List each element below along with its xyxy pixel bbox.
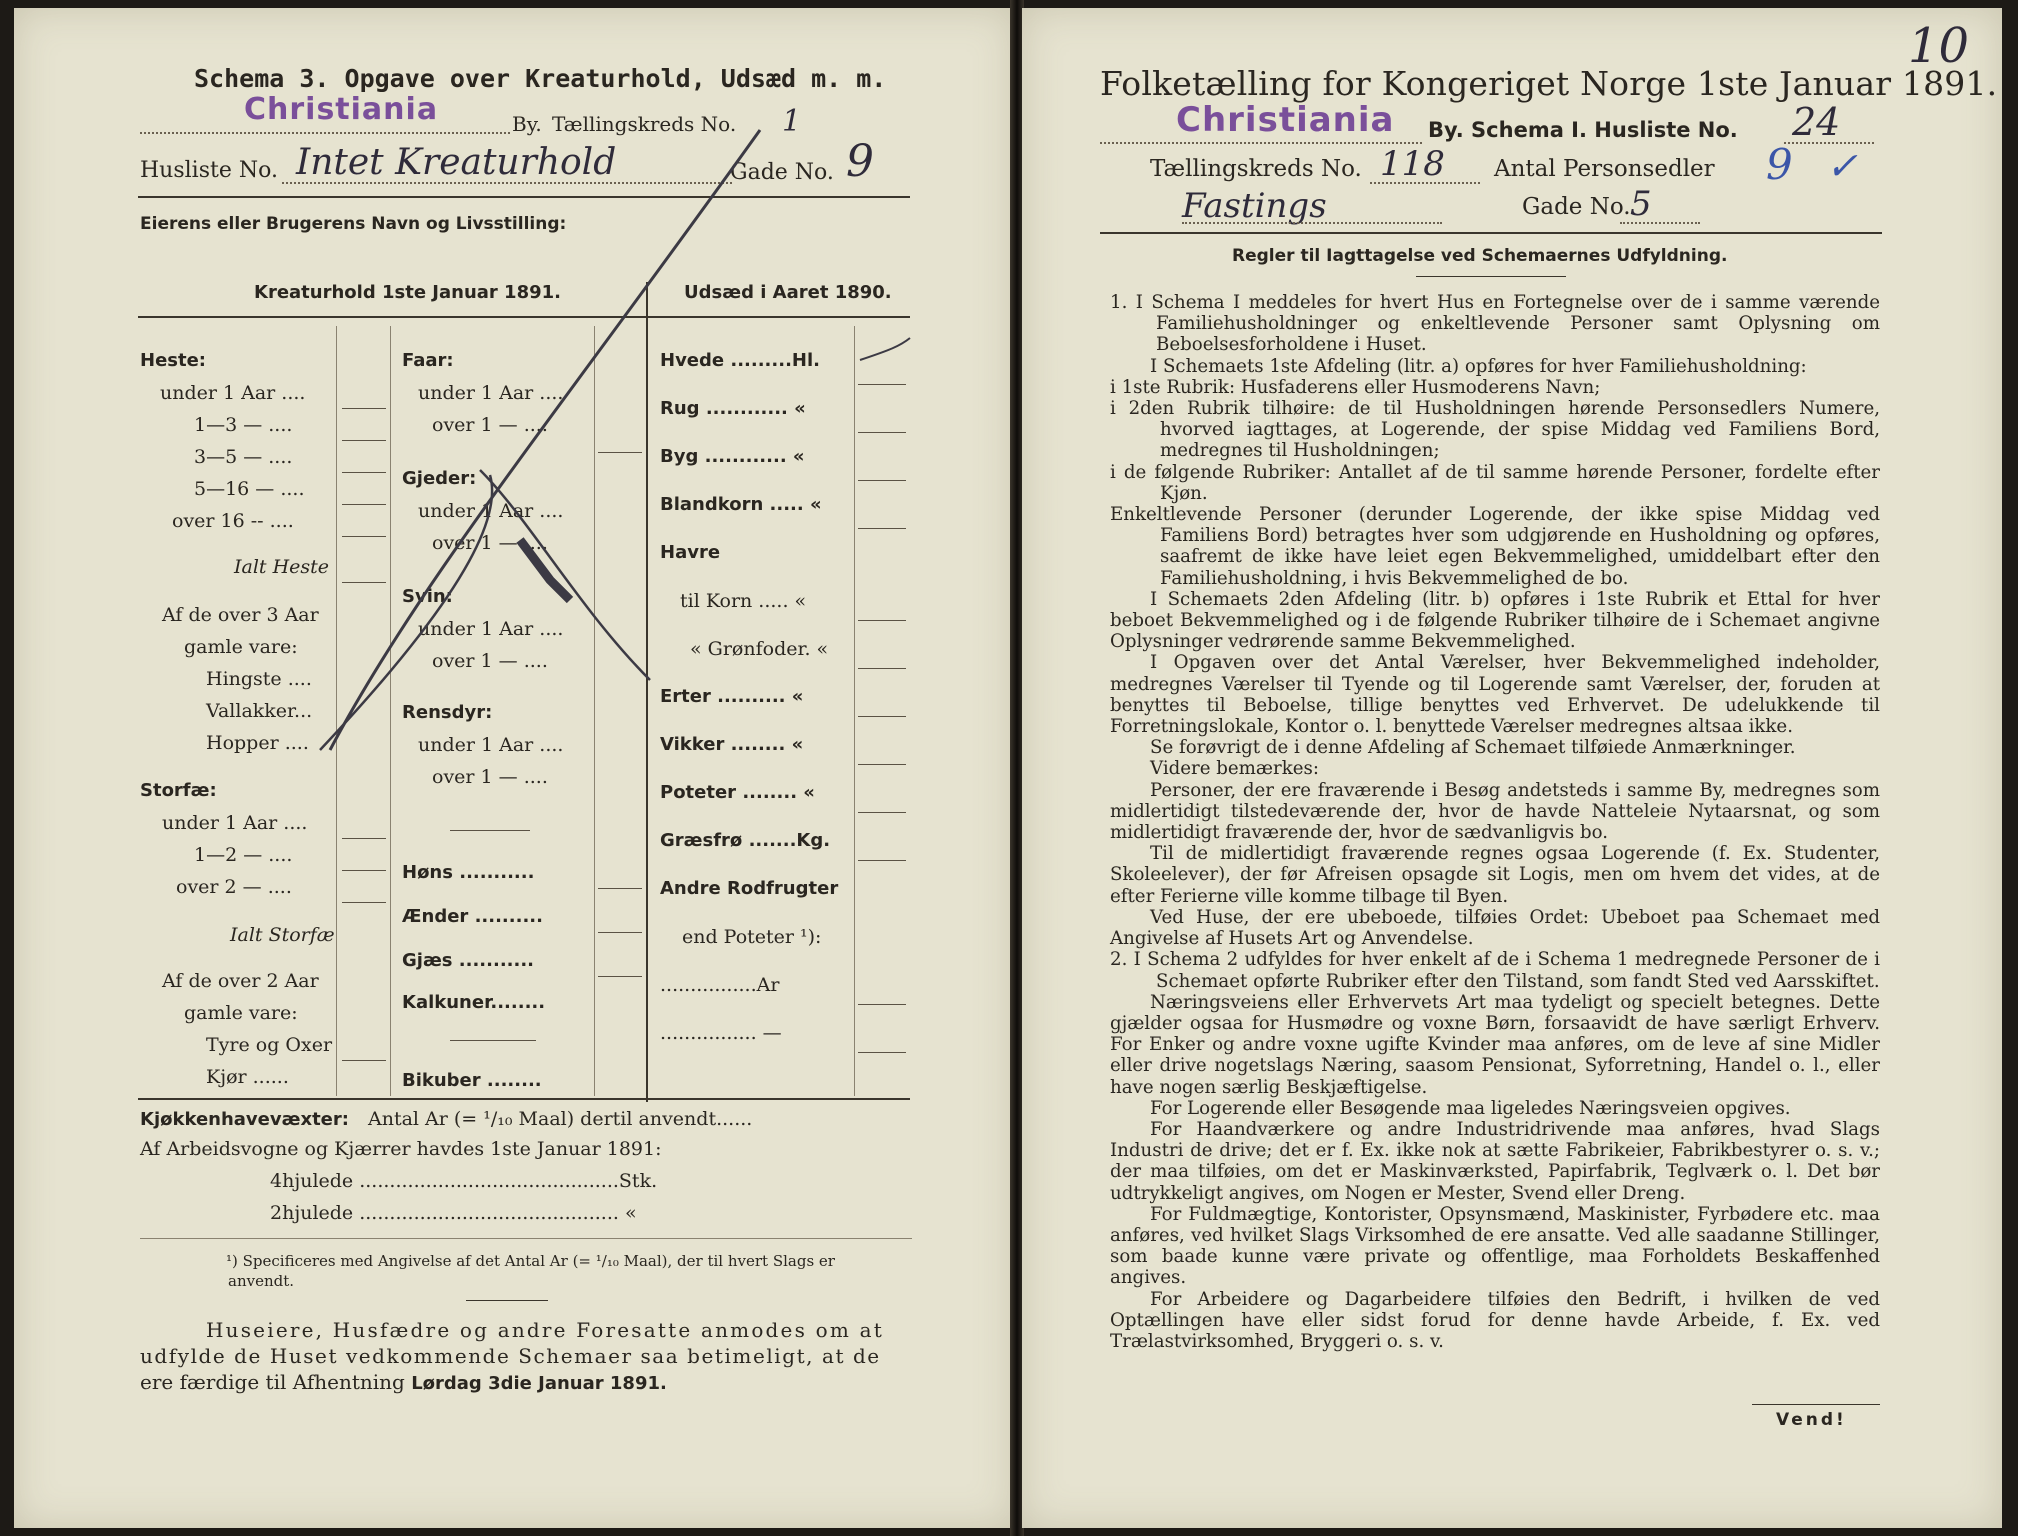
heste-row: 5—16 — .... [194, 478, 305, 500]
census-title: Folketælling for Kongeriget Norge 1ste Januar 1891. [1100, 64, 1998, 103]
ialt-heste: Ialt Heste [234, 556, 330, 578]
hopper: Hopper .... [206, 732, 309, 754]
rule-paragraph: Videre bemærkes: [1150, 758, 1319, 780]
vallakker: Vallakker... [206, 700, 313, 722]
gjeder-heading: Gjeder: [402, 468, 477, 489]
arbeidsvogne-line: Af Arbeidsvogne og Kjærrer havdes 1ste Januar 1891: [140, 1138, 662, 1160]
heste-row: 3—5 — .... [194, 446, 293, 468]
vend-label: Vend! [1776, 1410, 1847, 1430]
tyre-og-oxer: Tyre og Oxer [206, 1034, 333, 1056]
handwritten-strike-mark [300, 110, 960, 770]
end-poteter: end Poteter ¹): [682, 926, 822, 948]
storfae-heading: Storfæ: [140, 780, 217, 801]
rules-title: Regler til Iagttagelse ved Schemaernes Udfyldning. [1232, 246, 1728, 266]
rule-paragraph: Næringsveiens eller Erhvervets Art maa tydeligt og specielt betegnes. Dette gjælder ogsaa for Husmødre og voxne Børn, forsaavidt de have særligt Erhverv. For Enker og andre voxne ugifte Kvinder maa anføres, om de leve af sine Midler eller drive nogetslags Næring, saasom Pensionat, Syforretning, Handel o. l., eller have nogen særlig Beskjæftigelse. [1110, 991, 1880, 1098]
af-over2-a: Af de over 2 Aar [162, 970, 319, 992]
rule-paragraph: Ved Huse, der ere ubeboede, tilføies Ordet: Ubeboet paa Schemaet med Angivelse af Husets Art og Anvendelse. [1110, 906, 1880, 950]
rules-body [1110, 292, 1880, 1352]
kjokkenhave-line: Kjøkkenhavevæxter: [140, 1109, 349, 1130]
faar-heading: Faar: [402, 350, 454, 371]
page-number-handwritten: 10 [1908, 18, 1970, 74]
street-name-handwritten: Fastings [1182, 186, 1327, 226]
byg: Byg ............ « [660, 446, 805, 467]
dash-line: ................ — [660, 1022, 782, 1044]
rule-paragraph: I Opgaven over det Antal Værelser, hver Bekvemmelighed indeholder, medregnes Værelser til Tyende og til Logerende samt Værelser, der, foruden at benyttes til Beboelse, tillige benyttes ved Erhvervet. De udelukkende til Forretningslokale, Kontor o. l. benyttede Værelser medregnes altsaa ikke. [1110, 652, 1880, 738]
andre-rodfrugter: Andre Rodfrugter [660, 878, 839, 899]
kreds-value-right: 118 [1380, 144, 1445, 184]
rule-paragraph: Til de midlertidigt fraværende regnes ogsaa Logerende (f. Ex. Studenter, Skoleelever), der før Afreisen opsagde sit Logis, men om hvem det vides, at de efter Ferierne ville komme tilbage til Byen. [1110, 843, 1880, 907]
vikker: Vikker ........ « [660, 734, 804, 755]
rensdyr-row: under 1 Aar .... [418, 734, 564, 756]
antal-value: 9 [1766, 140, 1793, 189]
gronfoder: « Grønfoder. « [690, 638, 829, 660]
by-label-left: By. [512, 112, 542, 136]
blandkorn: Blandkorn ..... « [660, 494, 822, 515]
hingste: Hingste .... [206, 668, 312, 690]
husliste-value-handwritten: Intet Kreaturhold [296, 142, 617, 183]
rule-paragraph: For Fuldmægtige, Kontorister, Opsynsmænd, Maskinister, Fyrbødere etc. maa anføres, ved hvilket Slags Virksomhed de ere ansatte. Ved alle saadanne Stillinger, som baade kunne være private og offentlige, maa Forholdets Beskaffenhed angives. [1110, 1203, 1880, 1289]
kalkuner: Kalkuner........ [402, 992, 546, 1013]
rug: Rug ............ « [660, 398, 806, 419]
kreds-value-left: 1 [782, 104, 802, 139]
rule-paragraph: i 1ste Rubrik: Husfaderens eller Husmoderens Navn; [1110, 376, 1601, 398]
svin-heading: Svin: [402, 586, 453, 607]
heste-row: 1—3 — .... [194, 414, 293, 436]
storfae-row: 1—2 — .... [194, 844, 293, 866]
rule-paragraph: For Arbeidere og Dagarbeidere tilføies den Bedrift, i hvilken de ved Optællingen have eller sidst forud for denne havde Arbeide, f. Ex. ved Trælastvirksomhed, Bryggeri o. s. v. [1110, 1288, 1880, 1352]
kreds-label-right: Tællingskreds No. [1150, 156, 1362, 182]
footnote-line-2: anvendt. [228, 1272, 295, 1290]
storfae-row: under 1 Aar .... [162, 812, 308, 834]
bikuber: Bikuber ........ [402, 1070, 542, 1091]
svin-row: over 1 — .... [432, 650, 548, 672]
af-over3-a: Af de over 3 Aar [162, 604, 319, 626]
rule-paragraph: I Schemaets 2den Afdeling (litr. b) opføres i 1ste Rubrik et Ettal for hver beboet Bekvemmelighed og i de følgende Rubriker tilhøire de i Schemaet angivne Oplysninger vedrørende samme Bekvemmelighed. [1110, 588, 1880, 653]
by-schema-husliste: By. Schema I. Husliste No. [1428, 118, 1738, 142]
rule-paragraph: Se forøvrigt de i denne Afdeling af Schemaet tilføiede Anmærkninger. [1150, 737, 1796, 759]
heste-heading: Heste: [140, 350, 206, 371]
husliste-label-left: Husliste No. [140, 158, 278, 183]
fire-hjulede: 4hjulede ...........................................Stk. [270, 1170, 658, 1192]
faar-row: under 1 Aar .... [418, 382, 564, 404]
city-stamp-right: Christiania [1176, 100, 1395, 140]
schema-3-title: Schema 3. Opgave over Kreaturhold, Udsæd m. m. [194, 64, 887, 93]
gjeder-row: under 1 Aar .... [418, 500, 564, 522]
svin-row: under 1 Aar .... [418, 618, 564, 640]
rule-paragraph: I Schemaets 1ste Afdeling (litr. a) opføres for hver Familiehusholdning: [1150, 355, 1807, 377]
rule-paragraph: 1. I Schema I meddeles for hvert Hus en Fortegnelse over de i samme værende Familiehusholdninger og enkeltlevende Personer samt Oplysning om Beboelsesforholdene i Huset. [1110, 292, 1880, 356]
footnote-line-1: ¹) Specificeres med Angivelse af det Antal Ar (= ¹/₁₀ Maal), der til hvert Slags er [226, 1252, 835, 1270]
gade-value-right: 5 [1630, 184, 1652, 224]
heste-row: over 16 -- .... [172, 510, 294, 532]
gjaes: Gjæs ........... [402, 950, 535, 971]
rule-paragraph: Enkeltlevende Personer (derunder Logerende, der ikke spise Middag ved Familiens Bord) betragtes hver som udgjørende en Husholdning og opføres, saafremt de ikke have leiet egen Bekvemmelighed, umiddelbart efter den Familiehusholdning, i hvis Bekvemmelighed de bo. [1110, 504, 1880, 589]
rule-paragraph: i 2den Rubrik tilhøire: de til Husholdningen hørende Personsedlers Numere, hvorved iagttages, at Logerende, der spise Middag ved Familiens Bord, medregnes til Husholdningen; [1110, 398, 1880, 462]
faar-row: over 1 — .... [432, 414, 548, 436]
erter: Erter .......... « [660, 686, 804, 707]
hvede: Hvede .........Hl. [660, 350, 820, 371]
gade-label-right: Gade No. [1522, 194, 1631, 220]
husliste-value-right: 24 [1792, 100, 1841, 144]
aender: Ænder .......... [402, 906, 543, 927]
af-over2-b: gamle vare: [184, 1002, 298, 1024]
til-korn: til Korn ..... « [680, 590, 807, 612]
rule-paragraph: Personer, der ere fraværende i Besøg andetsteds i samme By, medregnes som midlertidigt tilstedeværende der, hvor de havde Natteleie Nytaarsnat, og som midlertidigt fraværende der, hvor de sædvanligvis bo. [1110, 779, 1880, 844]
heste-row: under 1 Aar .... [160, 382, 306, 404]
kjor: Kjør ...... [206, 1066, 289, 1088]
antal-personsedler-label: Antal Personsedler [1494, 156, 1715, 182]
rule-paragraph: i de følgende Rubriker: Antallet af de til samme hørende Personer, fordelte efter Kjøn. [1110, 461, 1880, 504]
notice-line-3: ere færdige til Afhentning Lørdag 3die Januar 1891. [140, 1370, 667, 1394]
ar-line: ................Ar [660, 974, 780, 996]
poteter: Poteter ........ « [660, 782, 815, 803]
rule-paragraph: For Haandværkere og andre Industridrivende maa anføres, hvad Slags Industri de drive; det er f. Ex. ikke nok at sætte Fabrikeier, Fabrikbestyrer o. s. v.; der maa tilføies, om det er Maskinværksted, Papirfabrik, Teglværk o. l. Det bør udtrykkeligt angives, om Nogen er Mester, Svend eller Dreng. [1110, 1118, 1880, 1204]
kreds-label-left: Tællingskreds No. [552, 112, 737, 136]
ialt-storfae: Ialt Storfæ [230, 924, 335, 946]
rule-paragraph: For Logerende eller Besøgende maa ligeledes Næringsveien opgives. [1150, 1097, 1791, 1119]
storfae-row: over 2 — .... [176, 876, 292, 898]
notice-line-2: udfylde de Huset vedkommende Schemaer saa betimeligt, at de [140, 1344, 881, 1368]
gjeder-row: over 1 — .... [432, 532, 548, 554]
gade-value-left: 9 [846, 136, 874, 187]
rule-paragraph: 2. I Schema 2 udfyldes for hver enkelt af de i Schema 1 medregnede Personer de i Schemaet opførte Rubriker efter den Tilstand, som fandt Sted ved Aarsskiftet. [1110, 949, 1880, 992]
af-over3-b: gamle vare: [184, 636, 298, 658]
graesfro: Græsfrø .......Kg. [660, 830, 831, 851]
to-hjulede: 2hjulede ........................................... « [270, 1202, 637, 1224]
udsaed-header: Udsæd i Aaret 1890. [684, 282, 892, 303]
hons: Høns ........... [402, 862, 535, 883]
rensdyr-heading: Rensdyr: [402, 702, 493, 723]
owner-label: Eierens eller Brugerens Navn og Livsstilling: [140, 214, 567, 234]
rensdyr-row: over 1 — .... [432, 766, 548, 788]
gade-label-left: Gade No. [730, 160, 834, 185]
check-mark: ✓ [1826, 144, 1858, 188]
kreatur-header: Kreaturhold 1ste Januar 1891. [254, 282, 561, 303]
city-stamp-left: Christiania [244, 92, 439, 127]
havre: Havre [660, 542, 721, 563]
kjokkenhave-detail: Antal Ar (= ¹/₁₀ Maal) dertil anvendt...... [368, 1108, 753, 1130]
notice-line-1: Huseiere, Husfædre og andre Foresatte anmodes om at [206, 1318, 884, 1342]
